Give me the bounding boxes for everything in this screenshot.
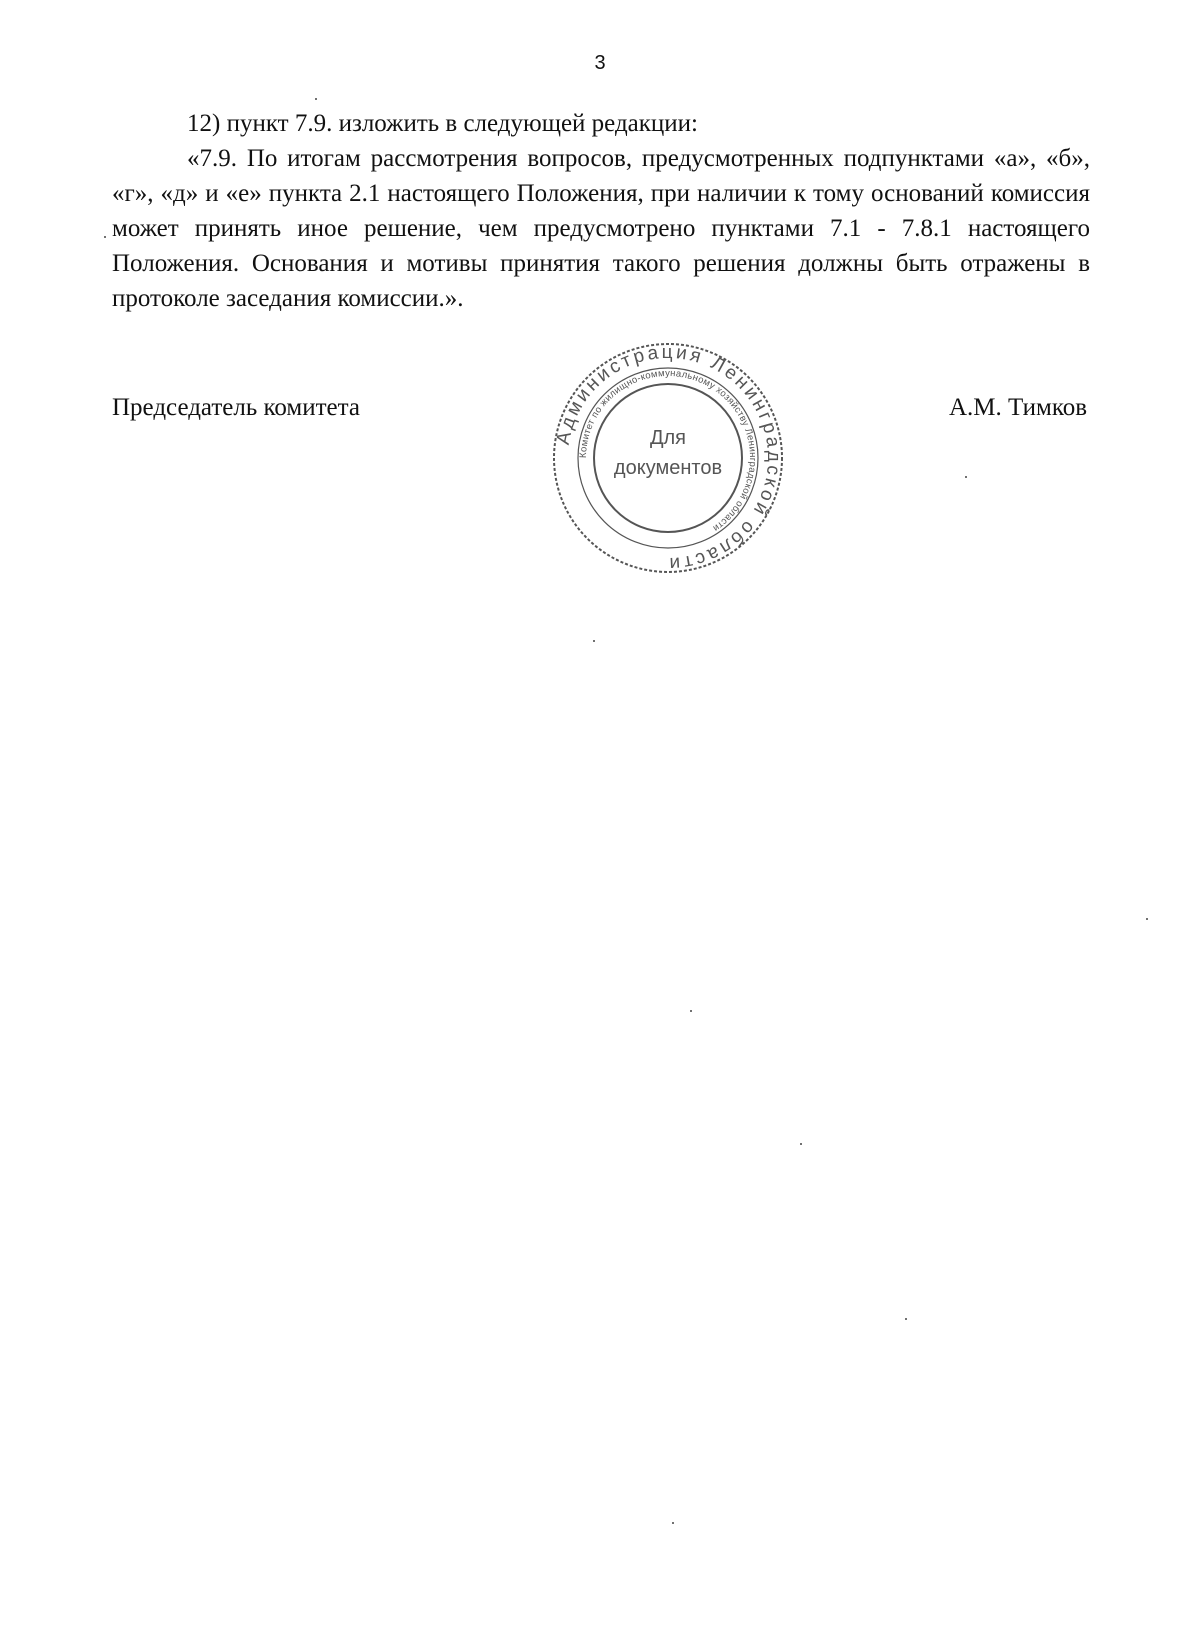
seal-inner-ring-text: Комитет по жилищно-коммунальному хозяйству Ленинградской области [577,367,759,534]
document-body [112,106,1090,316]
page-number: 3 [594,52,606,74]
scan-speck [965,476,967,478]
seal-center-line-2: документов [613,457,723,479]
amendment-text: «7.9. По итогам рассмотрения вопросов, предусмотренных подпунктами «а», «б», «г», «д» и «е» пункта 2.1 настоящего Положения, при наличии к тому оснований комиссия может принять иное решение, чем предусмотрено пунктами 7.1 - 7.8.1 настоящего Положения. Основания и мотивы принятия такого решения должны быть отражены в протоколе заседания комиссии.». [112,145,1090,312]
scan-speck [593,640,595,642]
scan-speck [800,1143,802,1145]
official-seal-stamp [548,338,788,578]
scan-speck [1146,918,1148,920]
scan-speck [672,1522,674,1524]
signatory-name: А.М. Тимков [948,394,1087,421]
scan-speck [905,1318,907,1320]
scan-speck [315,98,317,100]
signatory-position: Председатель комитета [112,394,360,421]
scan-speck [690,1010,692,1012]
svg-text:Комитет по жилищно-коммунально [578,368,758,534]
seal-outer-ring-text: Администрация Ленинградской области [552,341,785,575]
scan-speck [104,236,106,238]
seal-center-line-1: Для [649,427,687,449]
seal-graphic [548,338,788,578]
amendment-intro: 12) пункт 7.9. изложить в следующей редакции: [187,110,698,137]
